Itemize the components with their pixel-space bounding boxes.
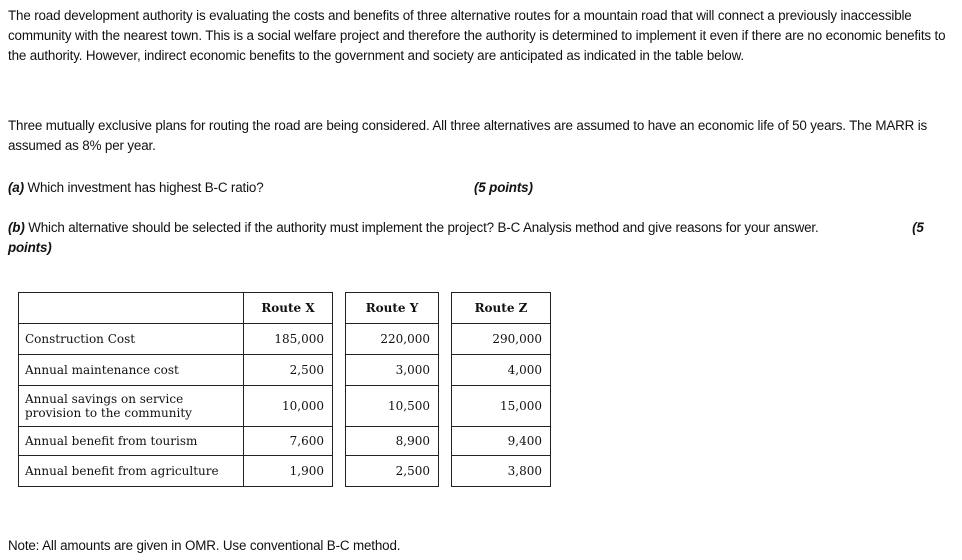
table-cell: 4,000 — [452, 355, 551, 386]
table-header-row — [19, 293, 551, 324]
note-text: Note: All amounts are given in OMR. Use conventional B-C method. — [8, 538, 401, 553]
intro-paragraph: The road development authority is evaluating the costs and benefits of three alternative routes for a mountain road that will connect a previously inaccessible community with the nearest town. This is a social welfare project and therefore the authority is determined to implement it even if there are no economic benefits to the authority. However, indirect economic benefits to the government and society are anticipated as indicated in the table below. — [8, 8, 946, 63]
table-cell: 7,600 — [244, 427, 333, 456]
table-cell: 10,500 — [346, 386, 439, 427]
plans-paragraph: Three mutually exclusive plans for routing the road are being considered. All three alternatives are assumed to have an economic life of 50 years. The MARR is assumed as 8% per year. — [8, 118, 928, 153]
header-route-y: Route Y — [346, 293, 439, 324]
question-a-points: (5 points) — [474, 180, 533, 195]
header-route-x: Route X — [244, 293, 333, 324]
table-cell: 10,000 — [244, 386, 333, 427]
row-label: Construction Cost — [19, 324, 244, 355]
cost-benefit-table — [18, 292, 551, 487]
question-a — [8, 178, 958, 198]
table-cell: 1,900 — [244, 456, 333, 487]
table-cell: 185,000 — [244, 324, 333, 355]
table-cell: 3,800 — [452, 456, 551, 487]
table-corner-cell — [19, 293, 244, 324]
table-row — [19, 427, 551, 456]
table-row — [19, 386, 551, 427]
table-cell: 220,000 — [346, 324, 439, 355]
table-cell: 290,000 — [452, 324, 551, 355]
table-row — [19, 456, 551, 487]
table-cell: 9,400 — [452, 427, 551, 456]
table-cell: 8,900 — [346, 427, 439, 456]
question-a-text: Which investment has highest B-C ratio? — [27, 180, 264, 195]
table-cell: 3,000 — [346, 355, 439, 386]
question-a-label: (a) — [8, 180, 24, 195]
table-cell: 15,000 — [452, 386, 551, 427]
table-cell: 2,500 — [346, 456, 439, 487]
question-b-points: (5 points) — [8, 220, 924, 255]
table-cell: 2,500 — [244, 355, 333, 386]
header-route-z: Route Z — [452, 293, 551, 324]
row-label: Annual benefit from agriculture — [19, 456, 244, 487]
row-label: Annual benefit from tourism — [19, 427, 244, 456]
table-row — [19, 324, 551, 355]
table-row — [19, 355, 551, 386]
row-label: Annual savings on service provision to the community — [19, 386, 244, 427]
row-label: Annual maintenance cost — [19, 355, 244, 386]
question-b-text: Which alternative should be selected if the authority must implement the project? B-C Analysis method and give reasons for your answer. — [28, 220, 819, 235]
question-b-label: (b) — [8, 220, 25, 235]
question-b — [8, 218, 958, 258]
